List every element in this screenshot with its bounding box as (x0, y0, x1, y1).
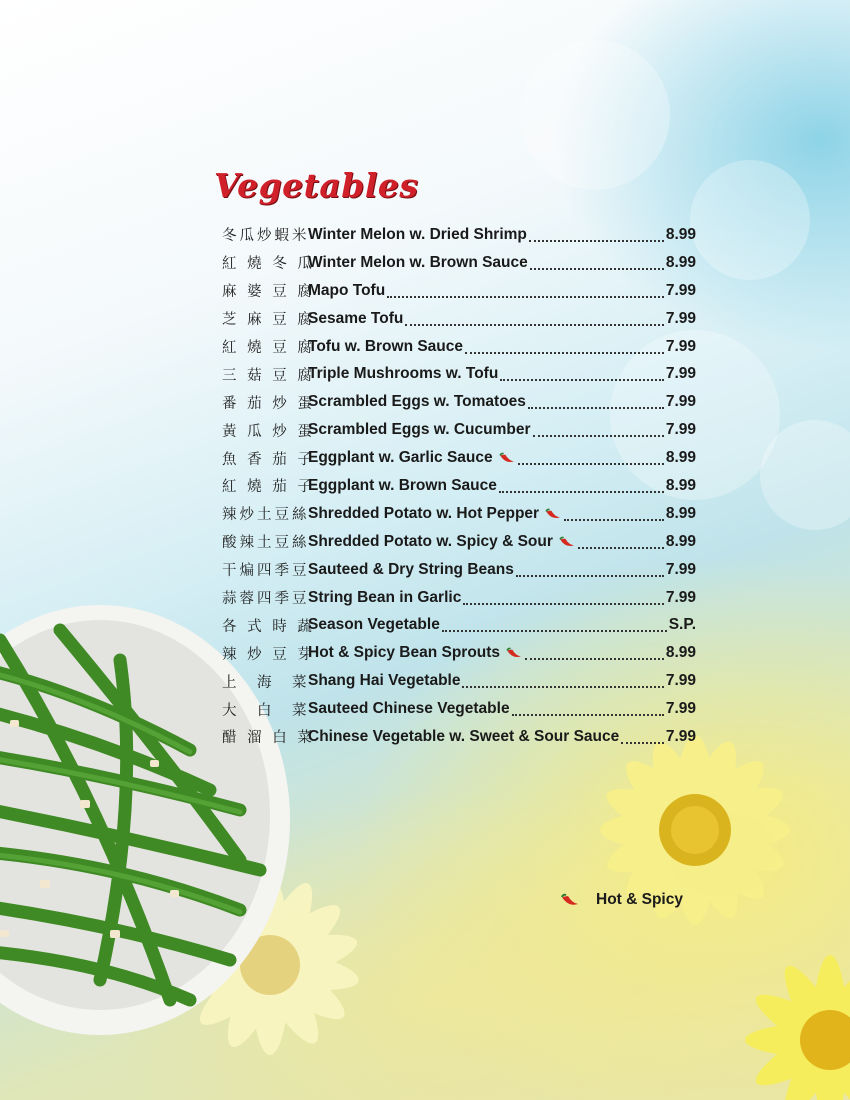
dot-leader (525, 658, 664, 660)
dot-leader (564, 519, 664, 521)
menu-item (222, 221, 696, 249)
menu-item-price: 7.99 (665, 588, 696, 606)
menu-item-name: Shang Hai Vegetable (308, 672, 461, 690)
dot-leader (405, 324, 664, 326)
bokeh-circle (520, 40, 670, 190)
menu-item-name: Triple Mushrooms w. Tofu (308, 365, 499, 383)
menu-item-price: 7.99 (665, 365, 696, 383)
legend-label: Hot & Spicy (596, 891, 683, 908)
menu-item (222, 667, 696, 695)
menu-item-name: Sesame Tofu (308, 309, 404, 327)
menu-item-name: String Bean in Garlic (308, 588, 462, 606)
menu-item-price: 8.99 (665, 253, 696, 271)
menu-item-name: Winter Melon w. Dried Shrimp (308, 225, 527, 243)
menu-item-chinese-name: 芝 麻 豆 腐 (222, 312, 315, 329)
chili-pepper-icon (544, 508, 562, 520)
menu-item-chinese-name: 辣炒土豆絲 (222, 507, 310, 524)
menu-item-price: 7.99 (665, 727, 696, 745)
menu-item-chinese-name: 紅 燒 冬 瓜 (222, 256, 315, 273)
menu-item-price: 7.99 (665, 393, 696, 411)
menu-item-price: 7.99 (665, 672, 696, 690)
menu-item-name: Sauteed & Dry String Beans (308, 560, 514, 578)
menu-item-price: 8.99 (665, 504, 696, 522)
dot-leader (530, 268, 664, 270)
dot-leader (512, 714, 664, 716)
chili-pepper-icon (558, 536, 576, 548)
menu-item-name: Eggplant w. Brown Sauce (308, 476, 497, 494)
dot-leader (528, 407, 664, 409)
dot-leader (518, 463, 664, 465)
menu-item-chinese-name: 冬瓜炒蝦米 (222, 228, 310, 245)
menu-item-chinese-name: 蒜蓉四季豆 (222, 591, 310, 608)
menu-item-price: 7.99 (665, 700, 696, 718)
menu-item-price: 8.99 (665, 449, 696, 467)
menu-item (222, 500, 696, 528)
menu-item (222, 388, 696, 416)
menu-item-name: Winter Melon w. Brown Sauce (308, 253, 528, 271)
menu-item-name: Mapo Tofu (308, 281, 386, 299)
chili-pepper-icon (498, 452, 516, 464)
menu-item-name: Season Vegetable (308, 616, 440, 634)
menu-item (222, 416, 696, 444)
menu-item-name: Eggplant w. Garlic Sauce (308, 449, 493, 467)
menu-item-chinese-name: 三 菇 豆 腐 (222, 367, 315, 384)
menu-item-chinese-name: 大 白 菜 (222, 702, 310, 719)
menu-item-name: Scrambled Eggs w. Cucumber (308, 421, 531, 439)
menu-item (222, 305, 696, 333)
daisy-flower-image (700, 900, 850, 1100)
menu-item-chinese-name: 黃 瓜 炒 蛋 (222, 423, 315, 440)
menu-item-chinese-name: 紅 燒 茄 子 (222, 479, 315, 496)
menu-item-chinese-name: 醋 溜 白 菜 (222, 730, 315, 747)
bokeh-circle (690, 160, 810, 280)
chili-pepper-icon (505, 647, 523, 659)
menu-item (222, 360, 696, 388)
menu-item-chinese-name: 魚 香 茄 子 (222, 451, 315, 468)
section-title: Vegetables (214, 166, 419, 205)
menu-item-price: 8.99 (665, 644, 696, 662)
chili-pepper-icon (560, 893, 580, 907)
menu-item-name: Hot & Spicy Bean Sprouts (308, 644, 501, 662)
dot-leader (533, 435, 664, 437)
dot-leader (499, 491, 664, 493)
menu-item (222, 472, 696, 500)
menu-item-name: Sauteed Chinese Vegetable (308, 700, 510, 718)
dot-leader (500, 379, 664, 381)
menu-item-price: 7.99 (665, 309, 696, 327)
menu-item-price: 8.99 (665, 225, 696, 243)
menu-item-price: 7.99 (665, 560, 696, 578)
menu-item-chinese-name: 上 海 菜 (222, 674, 310, 691)
menu-item (222, 723, 696, 751)
dot-leader (621, 742, 664, 744)
menu-item-chinese-name: 辣 炒 豆 芽 (222, 646, 315, 663)
menu-item-name: Tofu w. Brown Sauce (308, 337, 464, 355)
menu-item-price: 8.99 (665, 476, 696, 494)
dot-leader (442, 630, 667, 632)
menu-item-chinese-name: 麻 婆 豆 腐 (222, 284, 315, 301)
menu-item-chinese-name: 各 式 時 蔬 (222, 618, 315, 635)
menu-item-name: Shredded Potato w. Hot Pepper (308, 504, 540, 522)
menu-item (222, 277, 696, 305)
menu-item (222, 639, 696, 667)
dot-leader (516, 575, 664, 577)
menu-list (222, 221, 696, 751)
dot-leader (462, 686, 663, 688)
menu-item (222, 611, 696, 639)
dot-leader (465, 352, 664, 354)
menu-item-chinese-name: 干煸四季豆 (222, 563, 310, 580)
menu-item-chinese-name: 酸辣土豆絲 (222, 535, 310, 552)
spicy-legend (560, 891, 683, 909)
dot-leader (578, 547, 664, 549)
dot-leader (463, 603, 664, 605)
menu-item-name: Shredded Potato w. Spicy & Sour (308, 532, 553, 550)
menu-item-price: 7.99 (665, 337, 696, 355)
menu-item (222, 528, 696, 556)
dot-leader (387, 296, 664, 298)
menu-item (222, 444, 696, 472)
menu-item-price: 8.99 (665, 532, 696, 550)
menu-item (222, 695, 696, 723)
menu-item-name: Chinese Vegetable w. Sweet & Sour Sauce (308, 727, 620, 745)
menu-item (222, 249, 696, 277)
menu-item-price: 7.99 (665, 421, 696, 439)
dot-leader (529, 240, 664, 242)
menu-item-price: S.P. (668, 616, 696, 634)
menu-item (222, 333, 696, 361)
menu-item-name: Scrambled Eggs w. Tomatoes (308, 393, 526, 411)
menu-item (222, 556, 696, 584)
menu-item (222, 584, 696, 612)
menu-item-price: 7.99 (665, 281, 696, 299)
menu-item-chinese-name: 番 茄 炒 蛋 (222, 395, 315, 412)
menu-item-chinese-name: 紅 燒 豆 腐 (222, 340, 315, 356)
